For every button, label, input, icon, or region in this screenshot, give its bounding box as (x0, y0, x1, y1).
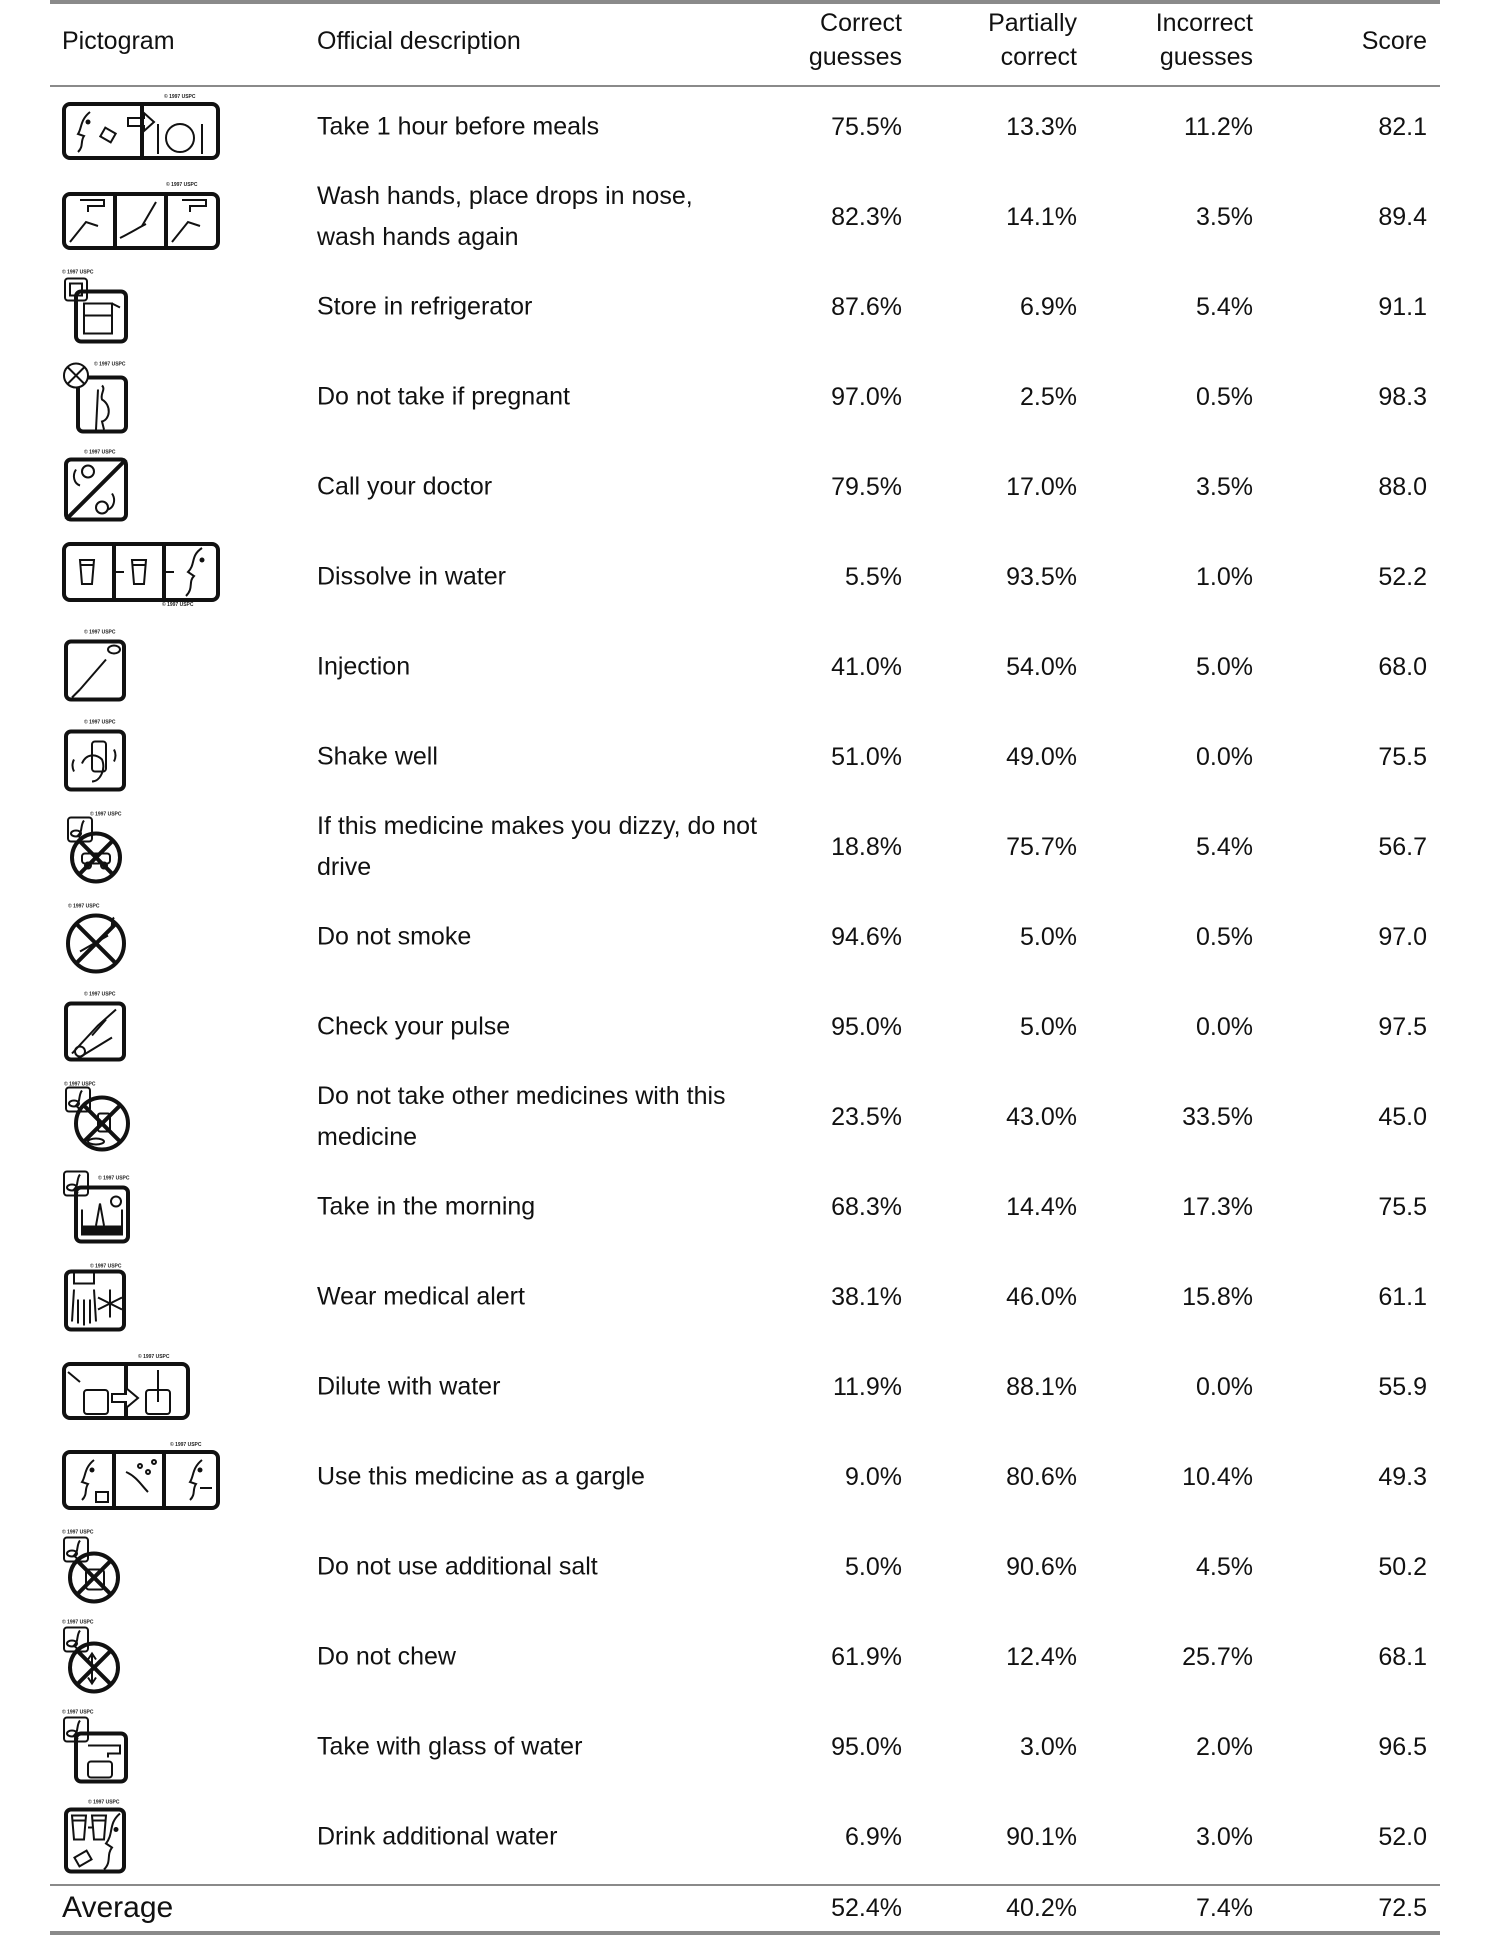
copyright-notice: © 1997 USPC (84, 629, 116, 636)
header-correct-line2: guesses (808, 43, 902, 71)
copyright-notice: © 1997 USPC (94, 361, 126, 368)
row-incorrect: 15.8% (1182, 1283, 1253, 1311)
row-incorrect: 0.0% (1196, 1013, 1253, 1041)
row-score: 75.5 (1378, 743, 1427, 771)
copyright-notice: © 1997 USPC (62, 1619, 94, 1626)
row-incorrect: 1.0% (1196, 563, 1253, 591)
row-description: Dissolve in water (317, 562, 506, 591)
row-correct: 94.6% (831, 923, 902, 951)
row-partial: 14.4% (1006, 1193, 1077, 1221)
row-description: Call your doctor (317, 472, 493, 501)
copyright-notice: © 1997 USPC (88, 1799, 120, 1806)
row-partial: 54.0% (1006, 653, 1077, 681)
pictogram (62, 542, 222, 612)
header-description: Official description (317, 27, 521, 55)
row-partial: 3.0% (1020, 1733, 1077, 1761)
no-salt-icon (62, 1592, 132, 1609)
header-partial (917, 6, 1077, 74)
header-partial-line2: correct (1000, 43, 1077, 71)
row-incorrect: 10.4% (1182, 1463, 1253, 1491)
row-score: 98.3 (1378, 383, 1427, 411)
row-description: If this medicine makes you dizzy, do not drive (317, 812, 758, 881)
row-score: 50.2 (1378, 1553, 1427, 1581)
row-correct: 68.3% (831, 1193, 902, 1221)
table-row (0, 1702, 1490, 1792)
row-incorrect: 3.5% (1196, 473, 1253, 501)
row-incorrect: 2.0% (1196, 1733, 1253, 1761)
table-row (0, 1522, 1490, 1612)
row-partial: 12.4% (1006, 1643, 1077, 1671)
row-correct: 87.6% (831, 293, 902, 321)
row-description: Do not take if pregnant (317, 382, 570, 411)
drink-water-icon (62, 1862, 132, 1879)
row-partial: 5.0% (1020, 1013, 1077, 1041)
row-score: 88.0 (1378, 473, 1427, 501)
row-description: Do not take other medicines with this medicine (317, 1082, 726, 1151)
row-correct: 95.0% (831, 1733, 902, 1761)
row-score: 56.7 (1378, 833, 1427, 861)
table-row (0, 802, 1490, 892)
row-partial: 17.0% (1006, 473, 1077, 501)
shake-well-icon (62, 782, 132, 799)
row-description: Injection (317, 652, 411, 681)
copyright-notice: © 1997 USPC (98, 1175, 130, 1182)
row-description: Dilute with water (317, 1372, 501, 1401)
row-incorrect: 0.5% (1196, 383, 1253, 411)
row-correct: 23.5% (831, 1103, 902, 1131)
header-pictogram: Pictogram (62, 27, 175, 55)
row-incorrect: 4.5% (1196, 1553, 1253, 1581)
row-correct: 61.9% (831, 1643, 902, 1671)
table-row (0, 1612, 1490, 1702)
copyright-notice: © 1997 USPC (62, 1709, 94, 1716)
pictogram (62, 1800, 132, 1875)
no-driving-dizzy-icon (62, 872, 132, 889)
table-row (0, 442, 1490, 532)
pictogram (62, 810, 132, 885)
row-partial: 75.7% (1006, 833, 1077, 861)
row-incorrect: 5.0% (1196, 653, 1253, 681)
row-incorrect: 33.5% (1182, 1103, 1253, 1131)
row-partial: 93.5% (1006, 563, 1077, 591)
row-correct: 11.9% (832, 1373, 902, 1401)
pictogram (62, 182, 222, 252)
copyright-notice: © 1997 USPC (162, 602, 194, 608)
average-rule (50, 1884, 1440, 1886)
bottom-rule (50, 1931, 1440, 1935)
pictogram (62, 1352, 192, 1422)
table-row (0, 1162, 1490, 1252)
row-correct: 75.5% (831, 113, 902, 141)
row-incorrect: 25.7% (1182, 1643, 1253, 1671)
table-row (0, 1252, 1490, 1342)
pictogram (62, 92, 222, 162)
copyright-notice: © 1997 USPC (68, 903, 100, 910)
pictogram (62, 1170, 132, 1245)
row-correct: 5.0% (845, 1553, 902, 1581)
row-score: 96.5 (1378, 1733, 1427, 1761)
row-description: Check your pulse (317, 1012, 511, 1041)
pictogram (62, 270, 132, 345)
row-partial: 2.5% (1020, 383, 1077, 411)
row-incorrect: 17.3% (1182, 1193, 1253, 1221)
row-incorrect: 11.2% (1183, 113, 1253, 141)
row-partial: 80.6% (1006, 1463, 1077, 1491)
copyright-notice: © 1997 USPC (164, 94, 196, 100)
row-score: 68.1 (1378, 1643, 1427, 1671)
row-partial: 49.0% (1006, 743, 1077, 771)
average-score: 72.5 (1378, 1894, 1427, 1922)
row-correct: 79.5% (831, 473, 902, 501)
row-score: 89.4 (1378, 203, 1427, 231)
row-correct: 38.1% (831, 1283, 902, 1311)
table-row (0, 982, 1490, 1072)
no-pregnant-icon (62, 422, 132, 439)
copyright-notice: © 1997 USPC (64, 1081, 96, 1088)
nose-drops-icon (62, 239, 222, 256)
table-row (0, 1072, 1490, 1162)
row-score: 49.3 (1378, 1463, 1427, 1491)
copyright-notice: © 1997 USPC (166, 182, 198, 188)
check-pulse-icon (62, 1052, 132, 1069)
row-score: 45.0 (1378, 1103, 1427, 1131)
pictogram (62, 1080, 132, 1155)
table-row (0, 892, 1490, 982)
row-correct: 82.3% (831, 203, 902, 231)
pictogram (62, 630, 132, 705)
copyright-notice: © 1997 USPC (84, 719, 116, 726)
no-other-medicines-icon (62, 1142, 132, 1159)
top-rule (50, 0, 1440, 4)
row-score: 75.5 (1378, 1193, 1427, 1221)
row-score: 52.2 (1378, 563, 1427, 591)
row-description: Do not chew (317, 1642, 456, 1671)
take-before-meals-icon (62, 149, 222, 166)
row-partial: 5.0% (1020, 923, 1077, 951)
refrigerator-icon (62, 332, 132, 349)
table-row (0, 1792, 1490, 1882)
row-partial: 6.9% (1020, 293, 1077, 321)
row-incorrect: 5.4% (1196, 833, 1253, 861)
row-description: Do not smoke (317, 922, 472, 951)
row-score: 97.0 (1378, 923, 1427, 951)
table-row (0, 82, 1490, 172)
row-correct: 9.0% (845, 1463, 902, 1491)
pictogram (62, 1442, 222, 1512)
row-incorrect: 0.0% (1196, 743, 1253, 771)
table-row (0, 262, 1490, 352)
glass-of-water-icon (62, 1772, 132, 1789)
row-partial: 43.0% (1006, 1103, 1077, 1131)
row-correct: 95.0% (831, 1013, 902, 1041)
header-correct (742, 6, 902, 74)
header-incorrect (1093, 6, 1253, 74)
row-description: Drink additional water (317, 1822, 558, 1851)
row-description: Take in the morning (317, 1192, 536, 1221)
table-row (0, 712, 1490, 802)
copyright-notice: © 1997 USPC (84, 449, 116, 456)
header-incorrect-line1: Incorrect (1155, 9, 1253, 37)
row-score: 91.1 (1378, 293, 1427, 321)
table-row (0, 1432, 1490, 1522)
row-incorrect: 3.5% (1196, 203, 1253, 231)
row-description: Take 1 hour before meals (317, 112, 600, 141)
pictogram (62, 360, 132, 435)
copyright-notice: © 1997 USPC (138, 1354, 170, 1360)
row-partial: 90.6% (1006, 1553, 1077, 1581)
row-correct: 51.0% (831, 743, 902, 771)
row-partial: 88.1% (1006, 1373, 1077, 1401)
row-score: 61.1 (1378, 1283, 1427, 1311)
row-incorrect: 5.4% (1196, 293, 1253, 321)
row-description: Wear medical alert (317, 1282, 525, 1311)
table-row (0, 1342, 1490, 1432)
no-smoking-icon (62, 962, 132, 979)
row-partial: 14.1% (1006, 203, 1077, 231)
copyright-notice: © 1997 USPC (90, 1263, 122, 1270)
row-description: Shake well (317, 742, 438, 771)
copyright-notice: © 1997 USPC (90, 811, 122, 818)
pictogram (62, 1710, 132, 1785)
row-incorrect: 0.5% (1196, 923, 1253, 951)
row-partial: 13.3% (1006, 113, 1077, 141)
copyright-notice: © 1997 USPC (84, 991, 116, 998)
no-chew-icon (62, 1682, 132, 1699)
copyright-notice: © 1997 USPC (170, 1442, 202, 1448)
average-incorrect: 7.4% (1196, 1894, 1253, 1922)
row-incorrect: 3.0% (1196, 1823, 1253, 1851)
row-description: Take with glass of water (317, 1732, 583, 1761)
gargle-icon (62, 1499, 222, 1516)
row-description: Wash hands, place drops in nose, wash hands again (317, 182, 693, 251)
row-correct: 97.0% (831, 383, 902, 411)
pictogram (62, 1530, 132, 1605)
table-row (0, 622, 1490, 712)
row-correct: 6.9% (845, 1823, 902, 1851)
table-row (0, 172, 1490, 262)
row-correct: 18.8% (831, 833, 902, 861)
take-in-morning-icon (62, 1232, 132, 1249)
header-incorrect-line2: guesses (1159, 43, 1253, 71)
copyright-notice: © 1997 USPC (62, 1529, 94, 1536)
medical-alert-icon (62, 1322, 132, 1339)
dissolve-in-water-icon (62, 599, 222, 616)
dilute-with-water-icon (62, 1409, 192, 1426)
row-partial: 90.1% (1006, 1823, 1077, 1851)
row-correct: 41.0% (831, 653, 902, 681)
pictogram (62, 1620, 132, 1695)
pictogram (62, 990, 132, 1065)
row-partial: 46.0% (1006, 1283, 1077, 1311)
header-partial-line1: Partially (988, 9, 1077, 37)
pictogram (62, 720, 132, 795)
table-row (0, 532, 1490, 622)
pictogram (62, 900, 132, 975)
row-score: 97.5 (1378, 1013, 1427, 1041)
injection-icon (62, 692, 132, 709)
row-incorrect: 0.0% (1196, 1373, 1253, 1401)
average-correct: 52.4% (831, 1894, 902, 1922)
row-score: 52.0 (1378, 1823, 1427, 1851)
row-score: 55.9 (1378, 1373, 1427, 1401)
copyright-notice: © 1997 USPC (62, 269, 94, 276)
row-description: Store in refrigerator (317, 292, 533, 321)
row-correct: 5.5% (845, 563, 902, 591)
row-score: 68.0 (1378, 653, 1427, 681)
header-score: Score (1361, 27, 1427, 55)
average-partial: 40.2% (1006, 1894, 1077, 1922)
header-correct-line1: Correct (820, 9, 902, 37)
pictogram (62, 450, 132, 525)
average-label: Average (62, 1891, 174, 1924)
call-doctor-icon (62, 512, 132, 529)
row-description: Do not use additional salt (317, 1552, 598, 1581)
row-score: 82.1 (1378, 113, 1427, 141)
row-description: Use this medicine as a gargle (317, 1462, 645, 1491)
table-row (0, 352, 1490, 442)
pictogram (62, 1260, 132, 1335)
